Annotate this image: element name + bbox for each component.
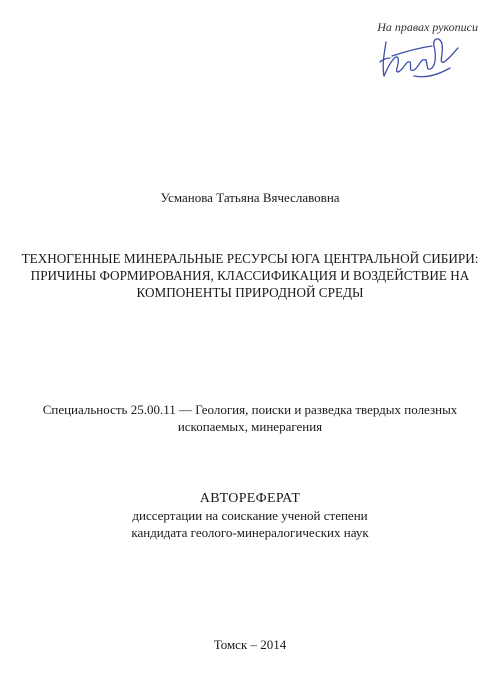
specialty-line: Специальность 25.00.11 — Геология, поиски и разведка твердых полезных xyxy=(42,402,458,417)
rights-note: На правах рукописи xyxy=(377,20,478,34)
author-name: Усманова Татьяна Вячеславовна xyxy=(160,190,340,205)
abstract-heading: АВТОРЕФЕРАТ xyxy=(199,491,301,506)
specialty-block xyxy=(10,401,490,435)
title-line: ТЕХНОГЕННЫЕ МИНЕРАЛЬНЫЕ РЕСУРСЫ ЮГА ЦЕНТРАЛЬНОЙ СИБИРИ: xyxy=(21,251,479,266)
abstract-line: диссертации на соискание ученой степени xyxy=(132,508,368,523)
abstract-block xyxy=(0,490,500,541)
city-year: Томск – 2014 xyxy=(213,637,287,652)
title-line: КОМПОНЕНТЫ ПРИРОДНОЙ СРЕДЫ xyxy=(136,285,364,300)
dissertation-title xyxy=(10,250,490,301)
abstract-line: кандидата геолого-минералогических наук xyxy=(131,525,369,540)
title-line: ПРИЧИНЫ ФОРМИРОВАНИЯ, КЛАССИФИКАЦИЯ И ВОЗДЕЙСТВИЕ НА xyxy=(30,268,470,283)
handwritten-signature xyxy=(374,32,464,90)
specialty-line: ископаемых, минерагения xyxy=(177,419,323,434)
